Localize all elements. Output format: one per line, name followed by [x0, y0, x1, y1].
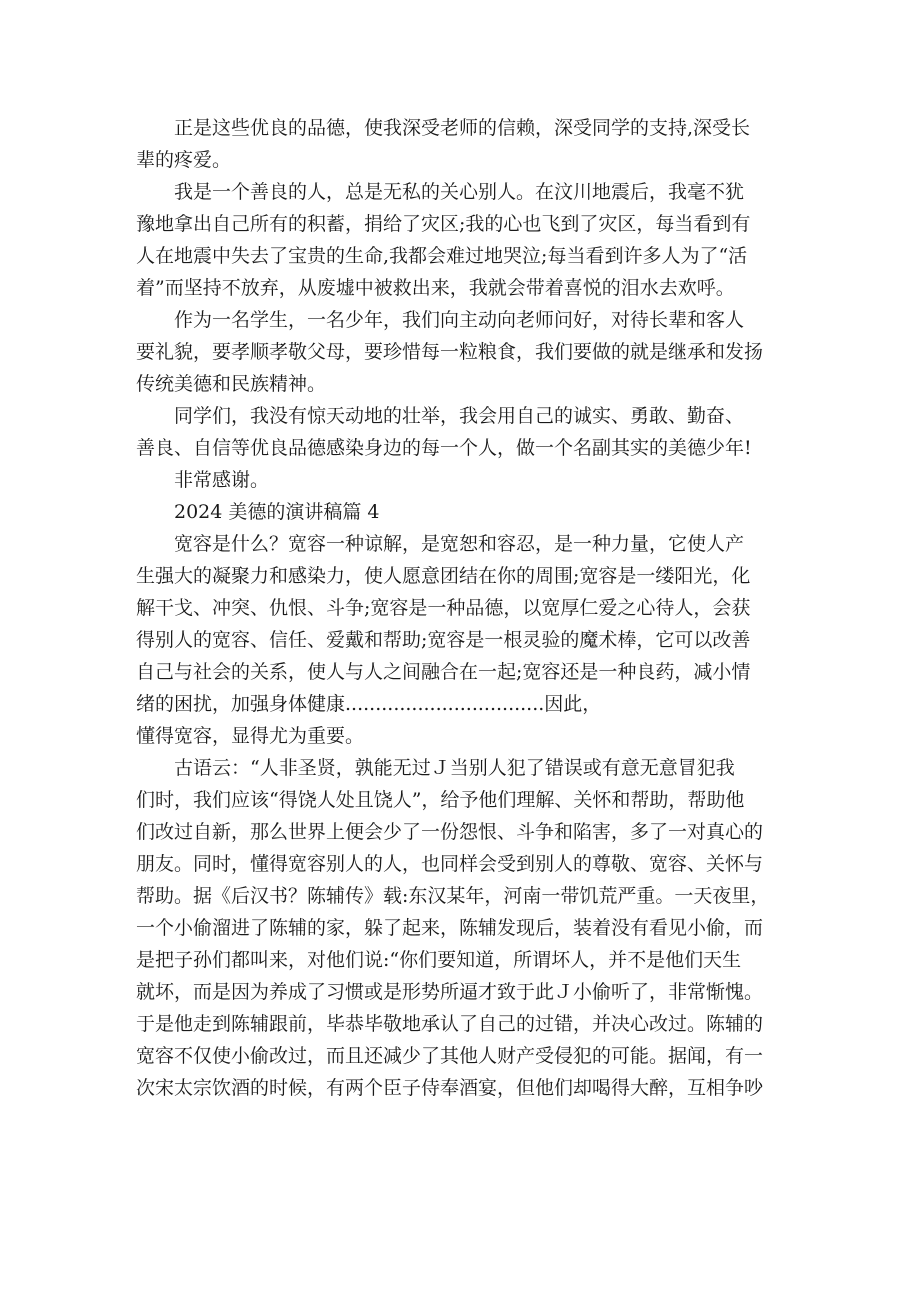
text-line: 绪的困扰，加强身体健康.................................因此，	[136, 693, 602, 715]
text-line: 传统美德和民族精神。	[136, 373, 327, 395]
text-line: 们改过自新，那么世界上便会少了一份怨恨、斗争和陷害，多了一对真心的	[136, 821, 764, 843]
text-line: 宽容是什么？宽容一种谅解，是宽恕和容忍，是一种力量，它使人产	[174, 533, 745, 555]
text-line: 一个小偷溜进了陈辅的家，躲了起来，陈辅发现后，装着没有看见小偷，而	[136, 917, 764, 939]
text-line: 朋友。同时，懂得宽容别人的人，也同样会受到别人的尊敬、宽容、关怀与	[136, 853, 764, 875]
text-line: 帮助。据《后汉书？陈辅传》载:东汉某年，河南一带饥荒严重。一天夜里，	[136, 885, 770, 907]
text-line: 次宋太宗饮酒的时候，有两个臣子侍奉酒宴，但他们却喝得大醉，互相争吵	[136, 1077, 764, 1099]
text-line: 同学们，我没有惊天动地的壮举，我会用自己的诚实、勇敢、勤奋、	[174, 405, 745, 427]
text-line: 要礼貌，要孝顺孝敬父母，要珍惜每一粒粮食，我们要做的就是继承和发扬	[136, 341, 764, 363]
text-line: 古语云：“人非圣贤，孰能无过Ｊ当别人犯了错误或有意无意冒犯我	[174, 757, 735, 779]
text-line: 自己与社会的关系，使人与人之间融合在一起;宽容还是一种良药，减小情	[136, 661, 751, 683]
text-line: 生强大的凝聚力和感染力，使人愿意团结在你的周围;宽容是一缕阳光，化	[136, 565, 751, 587]
text-line: 于是他走到陈辅跟前，毕恭毕敬地承认了自己的过错，并决心改过。陈辅的	[136, 1013, 764, 1035]
text-line: 宽容不仅使小偷改过，而且还减少了其他人财产受侵犯的可能。据闻，有一	[136, 1045, 764, 1067]
text-line: 作为一名学生，一名少年，我们向主动向老师问好，对待长辈和客人	[174, 309, 745, 331]
text-line: 我是一个善良的人，总是无私的关心别人。在汶川地震后，我毫不犹	[174, 181, 745, 203]
text-line: 豫地拿出自己所有的积蓄，捐给了灾区;我的心也飞到了灾区，每当看到有	[136, 213, 751, 235]
text-line: 就坏，而是因为养成了习惯或是形势所逼才致于此Ｊ小偷听了，非常惭愧。	[136, 981, 764, 1003]
text-line: 着”而坚持不放弃，从废墟中被救出来，我就会带着喜悦的泪水去欢呼。	[136, 277, 735, 299]
text-line: 是把子孙们都叫来，对他们说:“你们要知道，所谓坏人，并不是他们天生	[136, 949, 742, 971]
text-line: 解干戈、冲突、仇恨、斗争;宽容是一种品德，以宽厚仁爱之心待人，会获	[136, 597, 751, 619]
text-line: 正是这些优良的品德，使我深受老师的信赖，深受同学的支持,深受长	[174, 117, 751, 139]
text-line: 2024 美德的演讲稿篇 4	[174, 501, 380, 523]
document-body	[136, 112, 796, 1104]
text-line: 人在地震中失去了宝贵的生命,我都会难过地哭泣;每当看到许多人为了“活	[136, 245, 748, 267]
text-line: 们时，我们应该“得饶人处且饶人”，给予他们理解、关怀和帮助，帮助他	[136, 789, 745, 811]
text-line: 非常感谢。	[174, 469, 270, 491]
text-line: 辈的疼爱。	[136, 149, 232, 171]
text-line: 善良、自信等优良品德感染身边的每一个人，做一个名副其实的美德少年!	[136, 437, 752, 459]
text-line: 懂得宽容，显得尤为重要。	[136, 725, 365, 747]
text-line: 得别人的宽容、信任、爱戴和帮助;宽容是一根灵验的魔术棒，它可以改善	[136, 629, 751, 651]
